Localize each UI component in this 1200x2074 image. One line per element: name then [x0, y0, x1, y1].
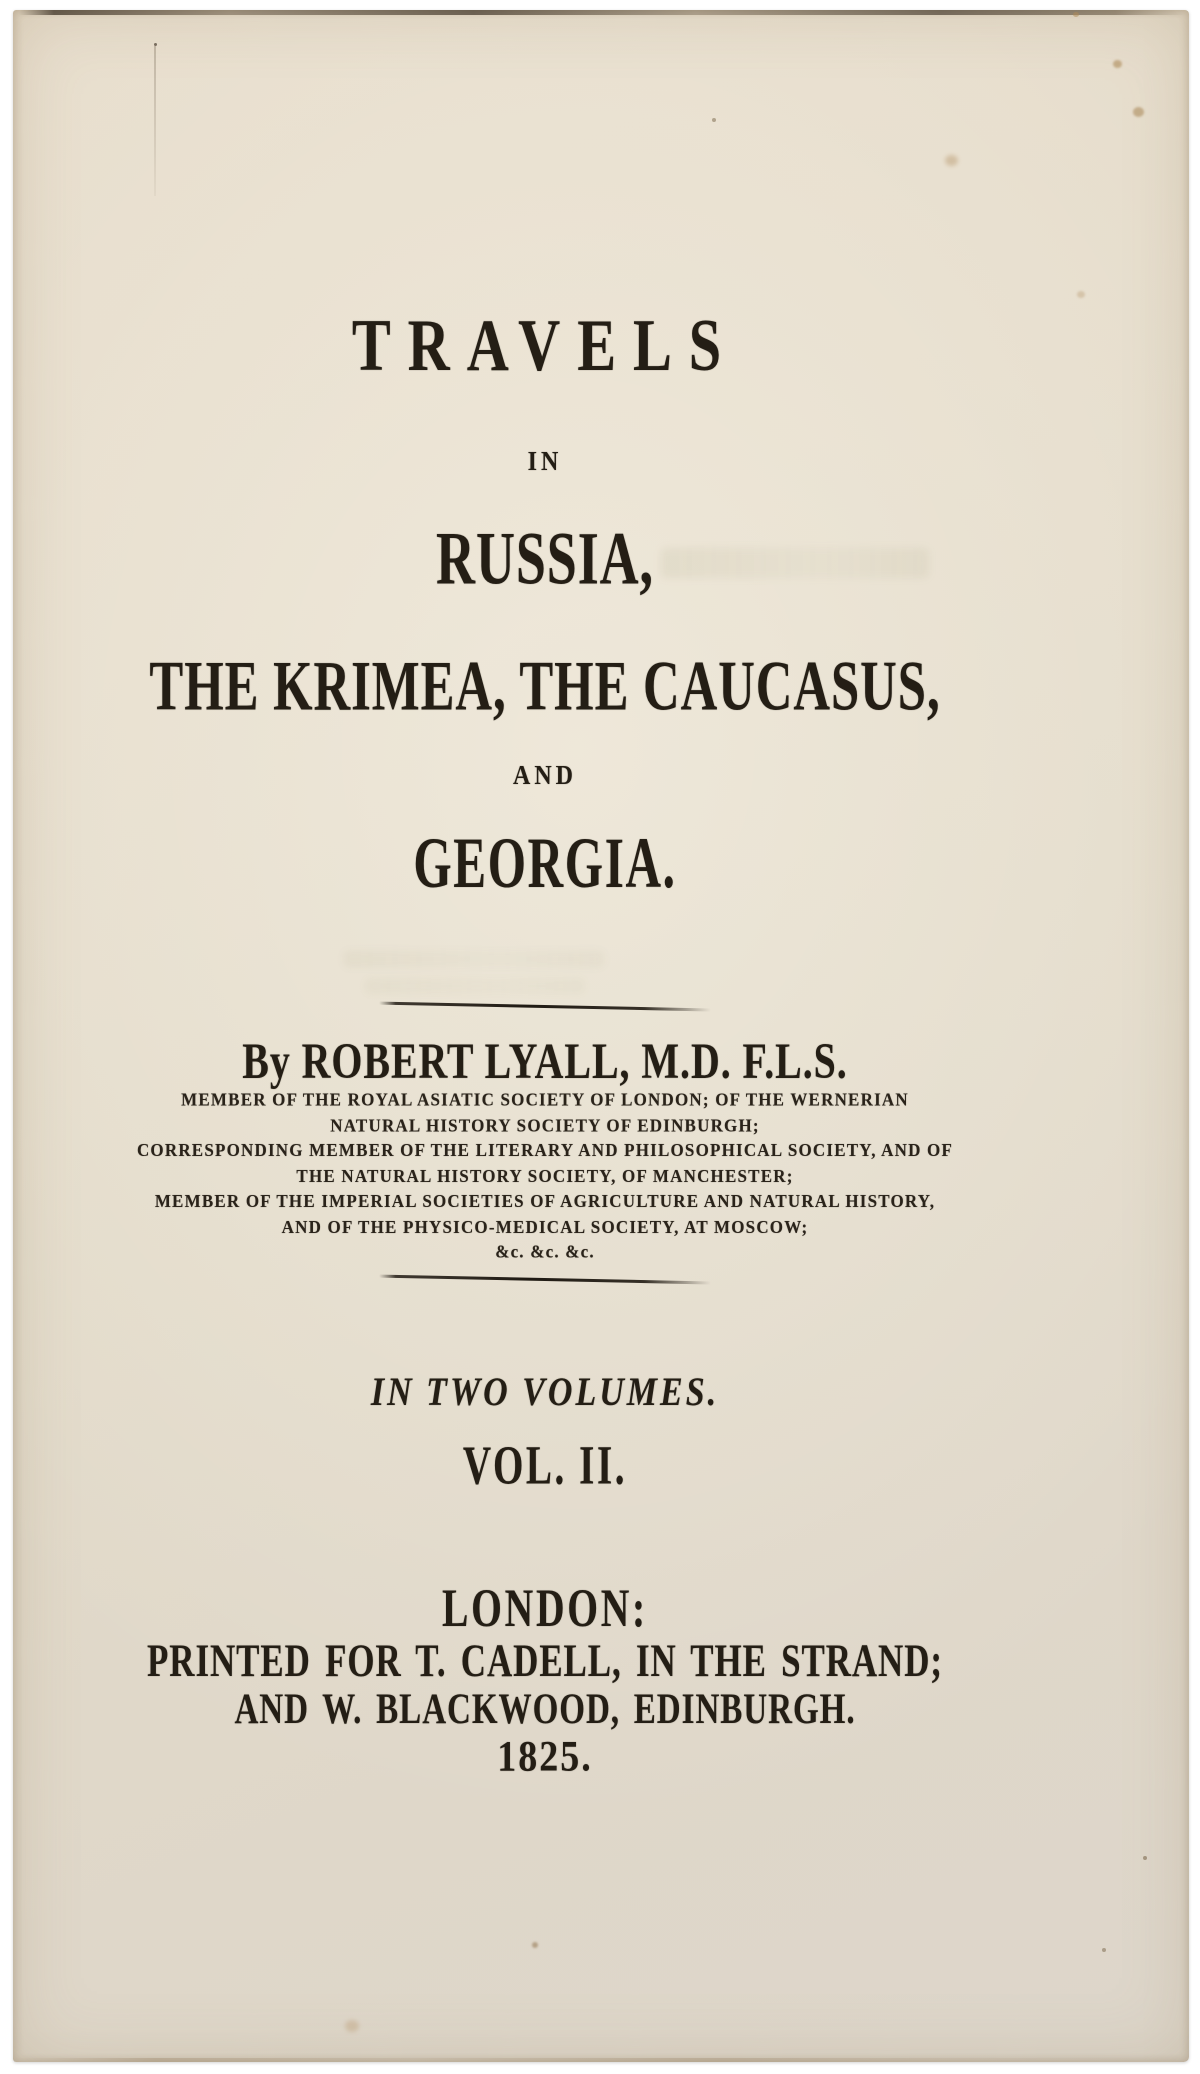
edition-series-note: IN TWO VOLUMES.: [370, 1370, 720, 1415]
credential-line: CORRESPONDING MEMBER OF THE LITERARY AND PHILOSOPHICAL SOCIETY, AND OF: [136, 1139, 954, 1161]
foxing-spot: [1077, 291, 1085, 298]
volume-number: VOL. II.: [462, 1434, 628, 1496]
foxing-spot: [1102, 1948, 1106, 1952]
book-title-krimea-caucasus: THE KRIMEA, THE CAUCASUS,: [149, 646, 941, 726]
book-title-word-travels: TRAVELS: [351, 305, 739, 387]
foxing-spot: [1143, 1856, 1147, 1860]
book-title-word-in: IN: [527, 446, 563, 477]
foxing-spot: [1133, 107, 1144, 117]
imprint-city: LONDON:: [442, 1578, 648, 1639]
book-title-word-georgia: GEORGIA.: [413, 823, 677, 903]
credential-line: THE NATURAL HISTORY SOCIETY, OF MANCHESTER;: [296, 1165, 794, 1186]
foxing-spot: [1113, 60, 1122, 68]
imprint-year: 1825.: [497, 1732, 593, 1781]
book-page: [13, 10, 1189, 2062]
author-byline: By ROBERT LYALL, M.D. F.L.S.: [242, 1034, 848, 1090]
book-title-word-and: AND: [513, 760, 577, 791]
author-credentials: [13, 1087, 1077, 1265]
imprint-publisher-line2: AND W. BLACKWOOD, EDINBURGH.: [234, 1684, 856, 1733]
horizontal-rule-lower: [379, 1275, 711, 1285]
title-page-text-block: [13, 10, 1077, 2062]
credential-line: MEMBER OF THE ROYAL ASIATIC SOCIETY OF LONDON; OF THE WERNERIAN: [181, 1089, 909, 1110]
credential-line: NATURAL HISTORY SOCIETY OF EDINBURGH;: [330, 1114, 760, 1136]
credential-line: AND OF THE PHYSICO-MEDICAL SOCIETY, AT MOSCOW;: [281, 1216, 809, 1237]
imprint-publisher-line1: PRINTED FOR T. CADELL, IN THE STRAND;: [147, 1635, 943, 1687]
horizontal-rule-upper: [379, 1002, 711, 1012]
credential-line: MEMBER OF THE IMPERIAL SOCIETIES OF AGRICULTURE AND NATURAL HISTORY,: [154, 1190, 936, 1212]
book-title-word-russia: RUSSIA,: [436, 517, 654, 600]
credential-line-etc: &c. &c. &c.: [495, 1241, 595, 1262]
